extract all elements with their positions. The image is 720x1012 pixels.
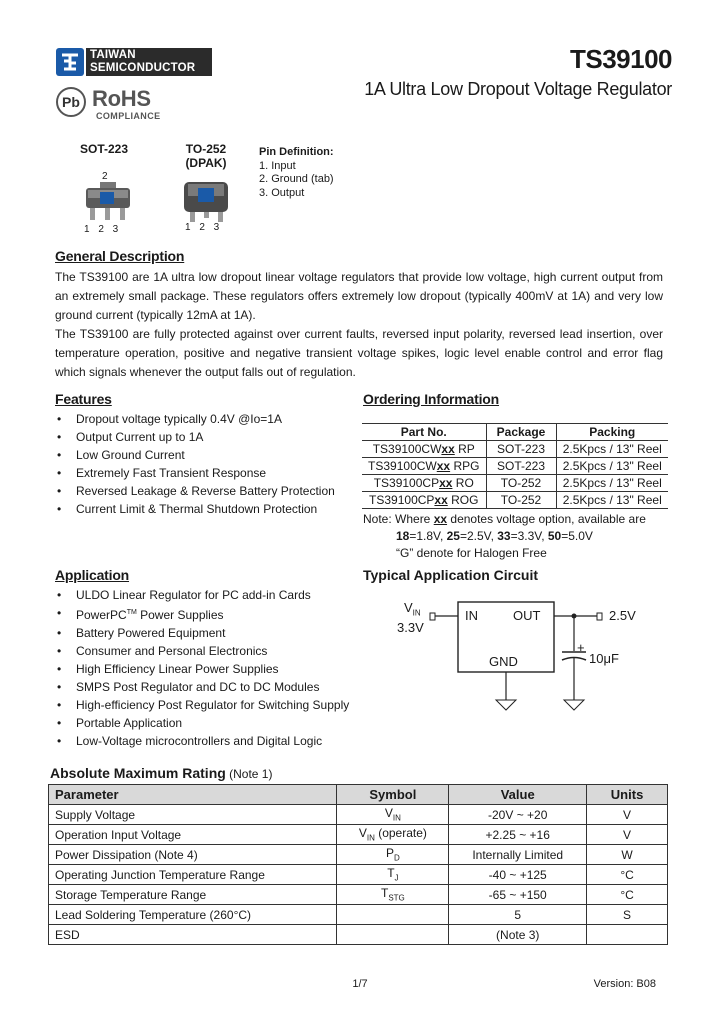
application-item: • High-efficiency Post Regulator for Switching Supply <box>54 696 354 714</box>
to252-package-image <box>178 178 234 224</box>
part-subtitle: 1A Ultra Low Dropout Voltage Regulator <box>364 79 672 99</box>
rohs-label: RoHS <box>92 86 151 111</box>
symbol-extra: (operate) <box>374 826 427 841</box>
feature-item: • Low Ground Current <box>54 446 354 464</box>
abs-max-row <box>49 925 668 945</box>
option-code: 50 <box>547 529 562 543</box>
abs-symbol <box>337 885 449 905</box>
sot223-package-image <box>78 180 138 226</box>
application-item: • Low-Voltage microcontrollers and Digital Logic <box>54 732 354 750</box>
feature-item: • Output Current up to 1A <box>54 428 354 446</box>
ordering-packing: 2.5Kpcs / 13" Reel <box>556 458 668 475</box>
part-prefix: TS39100CW <box>368 459 437 473</box>
application-item <box>54 604 354 624</box>
application-item: • SMPS Post Regulator and DC to DC Modules <box>54 678 354 696</box>
abs-symbol <box>337 845 449 865</box>
symbol-main: V <box>358 826 367 841</box>
pb-free-badge: Pb <box>56 87 86 117</box>
application-item: • Consumer and Personal Electronics <box>54 642 354 660</box>
features-list <box>54 410 354 518</box>
ordering-table <box>362 423 668 509</box>
symbol-main: T <box>387 866 395 881</box>
application-item: • ULDO Linear Regulator for PC add-in Cards <box>54 586 354 604</box>
abs-symbol <box>337 825 449 845</box>
vin-label <box>404 600 421 618</box>
feature-item: • Reversed Leakage & Reverse Battery Protection <box>54 482 354 500</box>
application-heading: Application <box>55 567 130 583</box>
abs-value: -65 ~ +150 <box>449 885 587 905</box>
halogen-note: “G” denote for Halogen Free <box>396 546 547 560</box>
powerpc-suffix: Power Supplies <box>136 608 224 622</box>
ordering-packing: 2.5Kpcs / 13" Reel <box>556 475 668 492</box>
abs-symbol <box>337 925 449 945</box>
feature-item: • Dropout voltage typically 0.4V @Io=1A <box>54 410 354 428</box>
pin-definition-item: 1. Input <box>259 159 296 172</box>
ordering-package: SOT-223 <box>486 458 556 475</box>
option-code: 25 <box>446 529 460 543</box>
ordering-row <box>362 458 668 475</box>
ordering-row <box>362 475 668 492</box>
abs-param: Supply Voltage <box>49 805 337 825</box>
option-code: 18 <box>396 529 410 543</box>
pin-definition-title: Pin Definition: <box>259 146 334 158</box>
abs-col-header: Value <box>449 785 587 805</box>
abs-unit <box>587 925 668 945</box>
part-prefix: TS39100CW <box>372 442 442 456</box>
ordering-packing: 2.5Kpcs / 13" Reel <box>556 492 668 509</box>
ordering-package: TO-252 <box>486 492 556 509</box>
ordering-col-header: Packing <box>556 424 668 441</box>
symbol-sub: D <box>394 853 400 863</box>
abs-max-row <box>49 845 668 865</box>
abs-param: Power Dissipation (Note 4) <box>49 845 337 865</box>
part-suffix: RP <box>454 442 475 456</box>
feature-item: • Current Limit & Thermal Shutdown Protection <box>54 500 354 518</box>
application-item: • Battery Powered Equipment <box>54 624 354 642</box>
feature-item: • Extremely Fast Transient Response <box>54 464 354 482</box>
abs-max-row <box>49 905 668 925</box>
abs-value: Internally Limited <box>449 845 587 865</box>
company-name-line2: SEMICONDUCTOR <box>90 62 196 74</box>
ordering-part-no <box>362 475 486 492</box>
ordering-note-line <box>363 511 646 528</box>
application-item: • High Efficiency Linear Power Supplies <box>54 660 354 678</box>
note-xx: xx <box>433 512 448 526</box>
abs-value: -40 ~ +125 <box>449 865 587 885</box>
ordering-package: SOT-223 <box>486 441 556 458</box>
option-volt: =5.0V <box>561 529 593 543</box>
regulator-pin-in: IN <box>465 608 478 623</box>
general-description-body <box>55 268 663 382</box>
powerpc-label: PowerPC <box>76 608 127 622</box>
abs-param: Lead Soldering Temperature (260°C) <box>49 905 337 925</box>
abs-value: (Note 3) <box>449 925 587 945</box>
sot223-pin-numbers: 1 2 3 <box>84 224 122 235</box>
abs-col-header: Units <box>587 785 668 805</box>
option-volt: =3.3V, <box>510 529 548 543</box>
trademark-mark: TM <box>126 609 137 616</box>
ordering-part-no <box>362 492 486 509</box>
ordering-note <box>363 511 646 562</box>
sot223-tab-pin-label: 2 <box>102 171 108 182</box>
rohs-compliance-label: COMPLIANCE <box>96 111 161 121</box>
abs-unit: °C <box>587 885 668 905</box>
page-number: 1/7 <box>352 978 368 990</box>
symbol-sub: IN <box>366 833 375 843</box>
symbol-sub: STG <box>388 893 405 903</box>
abs-param: ESD <box>49 925 337 945</box>
vin-value: 3.3V <box>397 620 424 635</box>
abs-max-row <box>49 825 668 845</box>
ordering-package: TO-252 <box>486 475 556 492</box>
note-prefix: Note: Where <box>363 512 434 526</box>
to252-label <box>176 142 236 170</box>
document-version: Version: B08 <box>593 978 656 990</box>
circuit-heading: Typical Application Circuit <box>363 567 539 583</box>
sot223-label: SOT-223 <box>79 142 129 156</box>
ordering-part-no <box>362 441 486 458</box>
part-number-title: TS39100 <box>569 44 672 74</box>
part-suffix: RO <box>452 476 474 490</box>
application-list <box>54 586 354 750</box>
voltage-code: xx <box>436 459 451 473</box>
abs-max-table <box>48 784 668 945</box>
part-suffix: RPG <box>450 459 480 473</box>
vout-value: 2.5V <box>609 608 636 623</box>
part-prefix: TS39100CP <box>373 476 440 490</box>
abs-max-row <box>49 885 668 905</box>
pin-definition-item: 3. Output <box>259 186 305 199</box>
voltage-code: xx <box>434 493 448 507</box>
note-suffix: denotes voltage option, available are <box>447 512 646 526</box>
features-heading: Features <box>55 391 112 407</box>
pin-definition <box>259 146 334 200</box>
regulator-pin-gnd: GND <box>489 654 518 669</box>
ordering-col-header: Part No. <box>362 424 486 441</box>
abs-col-header: Parameter <box>49 785 337 805</box>
symbol-main: V <box>384 806 393 821</box>
voltage-code: xx <box>441 442 455 456</box>
voltage-code: xx <box>439 476 453 490</box>
application-item: • Portable Application <box>54 714 354 732</box>
abs-symbol <box>337 865 449 885</box>
abs-max-row <box>49 805 668 825</box>
option-volt: =1.8V, <box>409 529 447 543</box>
general-description-para2: The TS39100 are fully protected against over current faults, reversed input polarity, reversed lead insertion, over temperature operation, positive and negative transient voltage spikes, logic level enable control and error flag which signals whenever the output falls out of regulation. <box>55 327 663 379</box>
abs-unit: V <box>587 805 668 825</box>
abs-max-note: (Note 1) <box>225 767 273 781</box>
abs-value: -20V ~ +20 <box>449 805 587 825</box>
abs-unit: S <box>587 905 668 925</box>
general-description-heading: General Description <box>55 248 185 264</box>
ordering-row <box>362 492 668 509</box>
voltage-options-line <box>363 528 646 545</box>
option-volt: =2.5V, <box>459 529 498 543</box>
abs-max-title <box>50 765 272 781</box>
abs-max-row <box>49 865 668 885</box>
abs-symbol <box>337 805 449 825</box>
ordering-col-header: Package <box>486 424 556 441</box>
part-prefix: TS39100CP <box>369 493 435 507</box>
cap-polarity-plus: + <box>577 640 585 655</box>
abs-param: Storage Temperature Range <box>49 885 337 905</box>
company-logo-icon <box>56 48 84 76</box>
to252-label-line1: TO-252 <box>185 142 227 156</box>
company-name <box>86 48 212 76</box>
ordering-heading: Ordering Information <box>363 391 500 407</box>
to252-pin-numbers: 1 2 3 <box>185 222 223 233</box>
abs-max-title-text: Absolute Maximum Rating <box>50 765 226 781</box>
abs-value: +2.25 ~ +16 <box>449 825 587 845</box>
abs-max-header-row <box>49 785 668 805</box>
symbol-main: T <box>380 886 389 901</box>
abs-param: Operating Junction Temperature Range <box>49 865 337 885</box>
abs-unit: W <box>587 845 668 865</box>
general-description-para1: The TS39100 are 1A ultra low dropout linear voltage regulators that provide low voltage, high current output from an extremely small package. These regulators offers extremely low dropout (typically 400mV at 1A) and very low ground current (typically 12mA at 1A). <box>55 270 663 322</box>
ordering-part-no <box>362 458 486 475</box>
abs-unit: V <box>587 825 668 845</box>
ordering-row <box>362 441 668 458</box>
cap-value: 10μF <box>589 651 619 666</box>
vin-v: V <box>404 600 413 615</box>
to252-label-line2: (DPAK) <box>185 156 227 170</box>
part-suffix: ROG <box>447 493 479 507</box>
abs-value: 5 <box>449 905 587 925</box>
vin-sub: IN <box>412 608 421 618</box>
regulator-pin-out: OUT <box>513 608 541 623</box>
symbol-sub: J <box>394 873 399 883</box>
pin-definition-item: 2. Ground (tab) <box>259 173 334 185</box>
ordering-header-row <box>362 424 668 441</box>
symbol-sub: IN <box>392 813 401 823</box>
abs-col-header: Symbol <box>337 785 449 805</box>
symbol-main: P <box>385 846 394 861</box>
ordering-packing: 2.5Kpcs / 13" Reel <box>556 441 668 458</box>
abs-unit: °C <box>587 865 668 885</box>
abs-symbol <box>337 905 449 925</box>
company-name-line1: TAIWAN <box>90 49 136 61</box>
option-code: 33 <box>497 529 511 543</box>
abs-param: Operation Input Voltage <box>49 825 337 845</box>
